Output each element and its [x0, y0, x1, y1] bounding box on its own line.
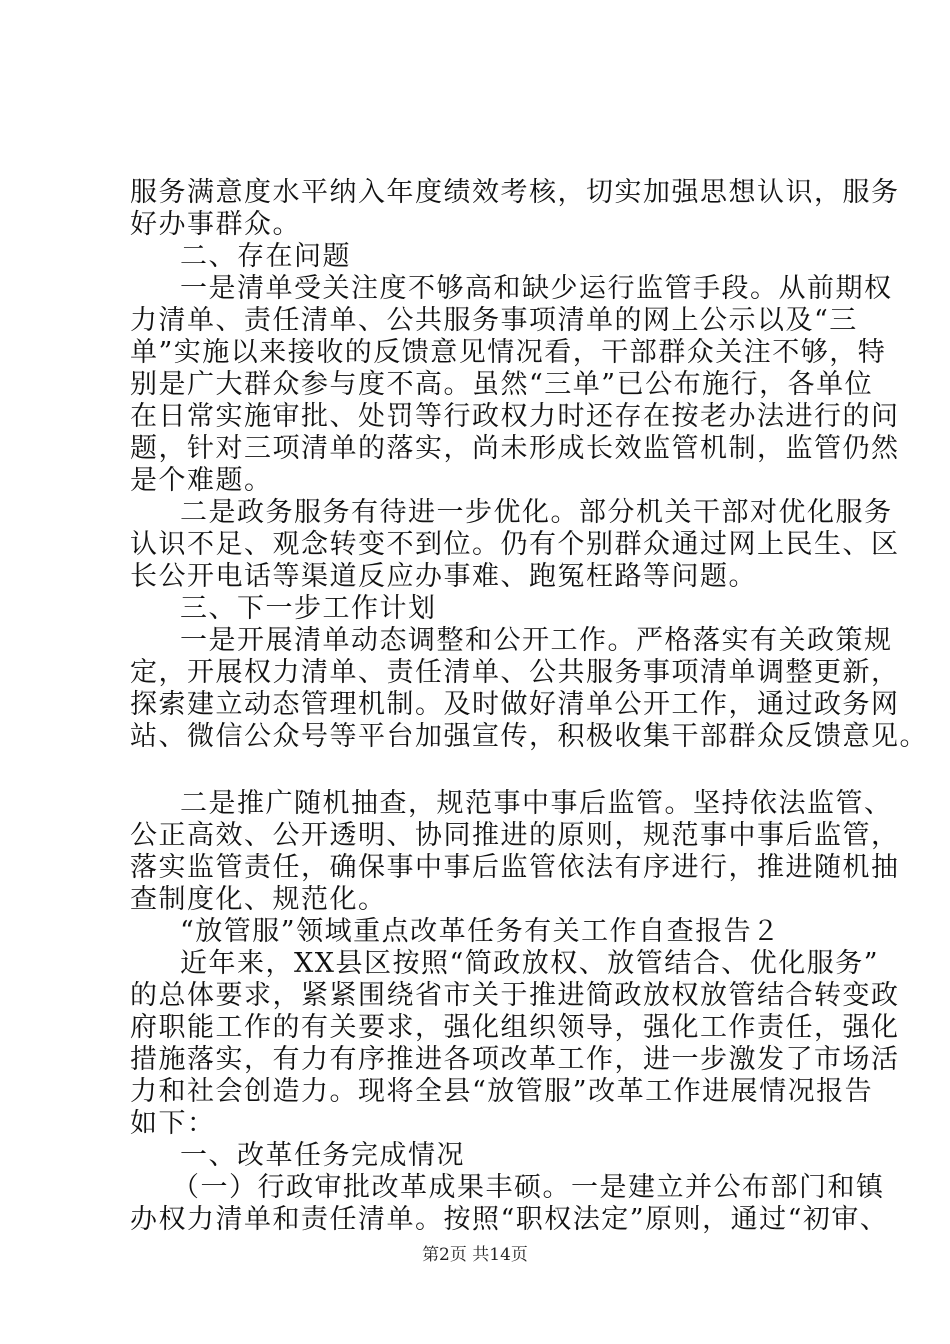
body-text-line: 别是广大群众参与度不高。虽然“三单”已公布施行，各单位: [130, 369, 874, 400]
body-text-line: 力清单、责任清单、公共服务事项清单的网上公示以及“三: [130, 305, 858, 336]
body-text-line: 一是开展清单动态调整和公开工作。严格落实有关政策规: [180, 625, 893, 656]
body-text-line: 的总体要求，紧紧围绕省市关于推进简政放权放管结合转变政: [130, 980, 900, 1011]
body-text-line: 力和社会创造力。现将全县“放管服”改革工作进展情况报告: [130, 1076, 874, 1107]
body-text-line: 题，针对三项清单的落实，尚未形成长效监管机制，监管仍然: [130, 433, 900, 464]
body-text-line: 措施落实，有力有序推进各项改革工作，进一步激发了市场活: [130, 1044, 900, 1075]
body-text-line: 二是政务服务有待进一步优化。部分机关干部对优化服务: [180, 497, 893, 528]
report-title: “放管服”领域重点改革任务有关工作自查报告２: [180, 916, 781, 947]
body-text-line: 在日常实施审批、处罚等行政权力时还存在按老办法进行的问: [130, 401, 900, 432]
body-text-line: 好办事群众。: [130, 209, 301, 240]
body-text-line: 认识不足、观念转变不到位。仍有个别群众通过网上民生、区: [130, 529, 900, 560]
section-heading: 三、下一步工作计划: [180, 593, 437, 624]
body-text-line: 探索建立动态管理机制。及时做好清单公开工作，通过政务网: [130, 689, 900, 720]
section-heading: 一、改革任务完成情况: [180, 1140, 465, 1171]
body-text-line: 公正高效、公开透明、协同推进的原则，规范事中事后监管，: [130, 820, 900, 851]
body-text-line: 府职能工作的有关要求，强化组织领导，强化工作责任，强化: [130, 1012, 900, 1043]
page-number-footer: 第2页 共14页: [422, 1245, 528, 1265]
body-text-line: 办权力清单和责任清单。按照“职权法定”原则，通过“初审、: [130, 1204, 889, 1235]
body-text-line: 站、微信公众号等平台加强宣传，积极收集干部群众反馈意见。: [130, 721, 928, 752]
body-text-line: 查制度化、规范化。: [130, 884, 387, 915]
body-text-line: 是个难题。: [130, 465, 273, 496]
body-text-line: 定，开展权力清单、责任清单、公共服务事项清单调整更新，: [130, 657, 900, 688]
body-text-line: 单”实施以来接收的反馈意见情况看，干部群众关注不够，特: [130, 337, 887, 368]
body-text-line: 如下：: [130, 1108, 216, 1139]
body-text-line: 服务满意度水平纳入年度绩效考核，切实加强思想认识，服务: [130, 177, 900, 208]
body-text-line: 一是清单受关注度不够高和缺少运行监管手段。从前期权: [180, 273, 893, 304]
section-heading: 二、存在问题: [180, 241, 351, 272]
body-text-line: 长公开电话等渠道反应办事难、跑冤枉路等问题。: [130, 561, 757, 592]
body-text-line: 二是推广随机抽查，规范事中事后监管。坚持依法监管、: [180, 788, 893, 819]
body-text-line: 落实监管责任，确保事中事后监管依法有序进行，推进随机抽: [130, 852, 900, 883]
body-text-line: 近年来，XX县区按照“简政放权、放管结合、优化服务”: [180, 948, 880, 979]
body-text-line: （一）行政审批改革成果丰硕。一是建立并公布部门和镇: [172, 1172, 885, 1203]
